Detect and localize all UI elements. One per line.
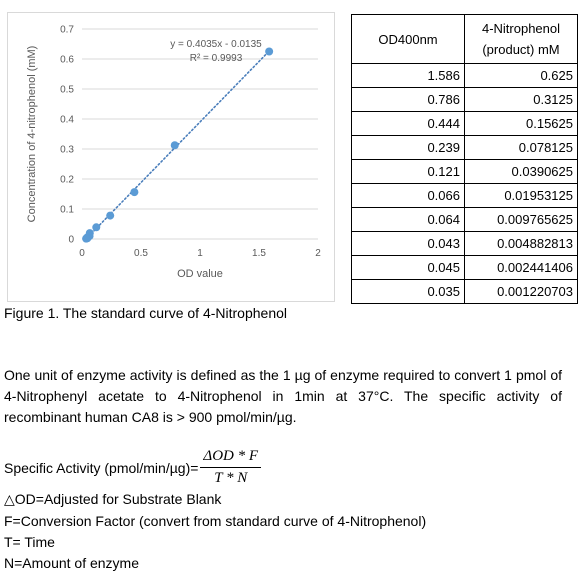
od-value-cell: 0.045: [352, 256, 465, 280]
od-concentration-table: [351, 14, 578, 304]
definition-t: T= Time: [4, 534, 55, 550]
data-point: [130, 188, 138, 196]
concentration-cell: 0.15625: [465, 112, 578, 136]
y-tick-label: 0.7: [60, 24, 74, 36]
y-tick-label: 0.6: [60, 54, 74, 66]
od-value-cell: 1.586: [352, 64, 465, 88]
table-row: [352, 280, 578, 304]
y-tick-label: 0.4: [60, 114, 74, 126]
concentration-cell: 0.001220703: [465, 280, 578, 304]
y-axis-title: Concentration of 4-nitrophenol (mM): [26, 45, 38, 223]
od-value-cell: 0.035: [352, 280, 465, 304]
table-row: [352, 256, 578, 280]
data-point: [92, 223, 100, 231]
concentration-cell: 0.004882813: [465, 232, 578, 256]
table-row: [352, 184, 578, 208]
x-tick-label: 0.5: [134, 248, 148, 259]
header-od400nm: OD400nm: [352, 15, 465, 64]
y-tick-label: 0.2: [60, 174, 74, 186]
trendline-equation: y = 0.4035x - 0.0135: [170, 39, 262, 50]
specific-activity-formula: [4, 448, 261, 487]
concentration-cell: 0.01953125: [465, 184, 578, 208]
table-body: [352, 64, 578, 304]
od-value-cell: 0.121: [352, 160, 465, 184]
od-value-cell: 0.239: [352, 136, 465, 160]
concentration-cell: 0.625: [465, 64, 578, 88]
od-value-cell: 0.043: [352, 232, 465, 256]
formula-numerator: ΔOD * F: [200, 448, 261, 468]
x-tick-label: 1.5: [252, 248, 266, 259]
data-point: [82, 235, 90, 243]
concentration-cell: 0.3125: [465, 88, 578, 112]
y-tick-label: 0.1: [60, 204, 74, 216]
concentration-cell: 0.078125: [465, 136, 578, 160]
data-point: [265, 48, 273, 56]
formula-fraction: [200, 448, 261, 487]
concentration-cell: 0.0390625: [465, 160, 578, 184]
formula-label: Specific Activity (pmol/min/µg)=: [4, 459, 199, 476]
x-tick-label: 0: [79, 248, 85, 259]
table-header-row: [352, 15, 578, 64]
table-row: [352, 64, 578, 88]
x-tick-label: 1: [197, 248, 203, 259]
standard-curve-chart: [8, 13, 334, 301]
od-value-cell: 0.444: [352, 112, 465, 136]
definition-n: N=Amount of enzyme: [4, 555, 140, 571]
definition-delta-od: △OD=Adjusted for Substrate Blank: [4, 491, 222, 507]
table-row: [352, 208, 578, 232]
data-point: [171, 141, 179, 149]
table-row: [352, 160, 578, 184]
data-point: [106, 212, 114, 220]
od-value-cell: 0.064: [352, 208, 465, 232]
y-tick-label: 0.3: [60, 144, 74, 156]
table-row: [352, 136, 578, 160]
y-tick-label: 0.5: [60, 84, 74, 96]
y-tick-label: 0: [68, 234, 74, 246]
trendline-r-squared: R² = 0.9993: [189, 53, 243, 64]
table-row: [352, 88, 578, 112]
figure-caption: Figure 1. The standard curve of 4-Nitrophenol: [4, 305, 288, 321]
x-axis-title: OD value: [177, 268, 223, 280]
od-value-cell: 0.786: [352, 88, 465, 112]
table-row: [352, 112, 578, 136]
header-4-nitrophenol-label: 4-Nitrophenol (product) mM: [481, 21, 561, 57]
concentration-cell: 0.009765625: [465, 208, 578, 232]
concentration-cell: 0.002441406: [465, 256, 578, 280]
definition-f: F=Conversion Factor (convert from standard curve of 4-Nitrophenol): [4, 513, 427, 529]
x-tick-label: 2: [315, 248, 321, 259]
od-value-cell: 0.066: [352, 184, 465, 208]
header-4-nitrophenol: [465, 15, 578, 64]
table-row: [352, 232, 578, 256]
formula-denominator: T * N: [214, 470, 248, 486]
chart-panel: [7, 12, 335, 302]
unit-definition-paragraph: One unit of enzyme activity is defined as the 1 µg of enzyme required to convert 1 pmol of 4-Nitrophenyl acetate to 4-Nitrophenol in 1min at 37°C. The specific activity of recombinant human CA8 is > 900 pmol/min/µg.: [4, 367, 562, 425]
